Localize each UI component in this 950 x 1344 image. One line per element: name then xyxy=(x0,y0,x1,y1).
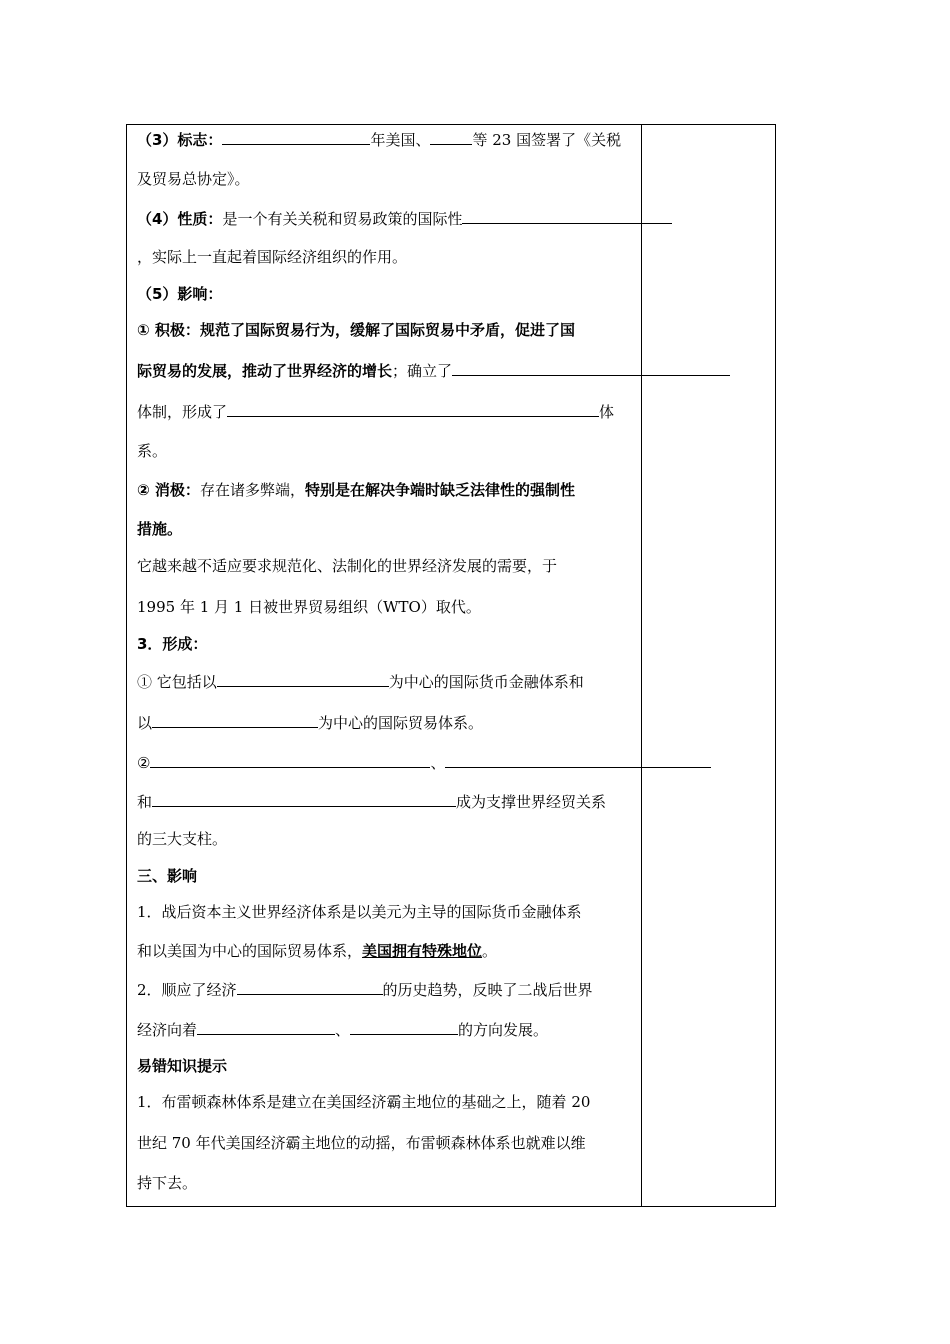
tips-line-2 xyxy=(137,1133,586,1153)
positive-text-4: 系。 xyxy=(137,442,168,460)
blank-economy-trend[interactable] xyxy=(237,978,383,995)
influence-text-1b: 和以美国为中心的国际贸易体系， xyxy=(137,942,363,960)
impact-negative-line-3 xyxy=(137,556,557,576)
formation-line-4 xyxy=(137,790,606,812)
impact-positive-line-3 xyxy=(137,400,614,422)
tips-text-3: 持下去。 xyxy=(137,1174,198,1192)
tips-heading xyxy=(137,1056,227,1076)
mark-text-3: 及贸易总协定》。 xyxy=(137,170,250,188)
influence-line-4 xyxy=(137,1018,548,1040)
impact-negative-line-4 xyxy=(137,597,481,617)
negative-bold-1: 特别是在解决争端时缺乏法律性的强制性 xyxy=(304,481,575,499)
formation-text-4b: 成为支撑世界经贸关系 xyxy=(456,793,607,811)
influence-line-1 xyxy=(137,902,582,922)
negative-text-2: 它越来越不适应要求规范化、法制化的世界经济发展的需要，于 xyxy=(137,557,558,575)
blank-country[interactable] xyxy=(430,128,472,145)
blank-pillar-2[interactable] xyxy=(445,751,711,768)
influence-label: 三、影响 xyxy=(137,867,198,885)
mark-line xyxy=(137,128,621,150)
table-column-divider xyxy=(641,124,642,1207)
positive-text-3: 体 xyxy=(599,403,615,421)
tips-line-1 xyxy=(137,1092,590,1112)
blank-nature[interactable] xyxy=(462,207,672,224)
formation-line-1 xyxy=(137,670,584,692)
formation-line-3 xyxy=(137,751,711,773)
nature-line-2 xyxy=(137,247,407,267)
impact-label: （5）影响： xyxy=(137,285,223,303)
blank-pillar-3[interactable] xyxy=(152,790,456,807)
formation-heading xyxy=(137,634,207,654)
blank-system[interactable] xyxy=(452,359,730,376)
influence-line-3 xyxy=(137,978,593,1000)
nature-text-2: ，实际上一直起着国际经济组织的作用。 xyxy=(137,248,408,266)
influence-emphasis: 美国拥有特殊地位 xyxy=(362,942,483,960)
impact-negative-line-1 xyxy=(137,480,575,500)
formation-line-5 xyxy=(137,829,227,849)
blank-direction-1[interactable] xyxy=(197,1018,335,1035)
formation-text-2a: 以 xyxy=(137,714,153,732)
impact-heading xyxy=(137,284,222,304)
impact-negative-line-2 xyxy=(137,519,182,539)
nature-text-1: 是一个有关关税和贸易政策的国际性 xyxy=(222,210,463,228)
mark-text-2: 等 23 国签署了《关税 xyxy=(472,131,622,149)
positive-label: ① 积极： xyxy=(137,321,200,339)
table-frame xyxy=(126,124,776,1207)
negative-bold-2: 措施。 xyxy=(137,520,183,538)
influence-text-1d: 。 xyxy=(482,942,498,960)
formation-line-2 xyxy=(137,711,483,733)
negative-text-1: 存在诸多弊端， xyxy=(199,481,305,499)
formation-text-2b: 为中心的国际贸易体系。 xyxy=(318,714,484,732)
influence-text-2d: 、 xyxy=(335,1021,351,1039)
impact-positive-line-1 xyxy=(137,320,575,340)
nature-label: （4）性质： xyxy=(137,210,223,228)
positive-text-2: 体制，形成了 xyxy=(137,403,228,421)
formation-text-1b: 为中心的国际货币金融体系和 xyxy=(388,673,584,691)
blank-framework[interactable] xyxy=(227,400,599,417)
negative-text-3: 1995 年 1 月 1 日被世界贸易组织（WTO）取代。 xyxy=(137,598,481,616)
influence-text-2b: 的历史趋势，反映了二战后世界 xyxy=(382,981,593,999)
negative-label: ② 消极： xyxy=(137,481,200,499)
formation-label: 3．形成： xyxy=(137,635,208,653)
blank-currency-center[interactable] xyxy=(217,670,389,687)
formation-text-4a: 和 xyxy=(137,793,153,811)
blank-direction-2[interactable] xyxy=(350,1018,458,1035)
influence-text-2a: 2．顺应了经济 xyxy=(137,981,237,999)
influence-text-1a: 1．战后资本主义世界经济体系是以美元为主导的国际货币金融体系 xyxy=(137,903,582,921)
blank-trade-center[interactable] xyxy=(152,711,318,728)
positive-bold-2: 际贸易的发展，推动了世界经济的增长 xyxy=(137,362,393,380)
formation-text-3a: ② xyxy=(137,754,151,772)
mark-line-2 xyxy=(137,169,250,189)
mark-label: （3）标志： xyxy=(137,131,223,149)
tips-label: 易错知识提示 xyxy=(137,1057,228,1075)
nature-line xyxy=(137,207,672,229)
tips-text-2: 世纪 70 年代美国经济霸主地位的动摇，布雷顿森林体系也就难以维 xyxy=(137,1134,586,1152)
mark-text-1: 年美国、 xyxy=(370,131,431,149)
formation-text-5: 的三大支柱。 xyxy=(137,830,228,848)
impact-positive-line-2 xyxy=(137,359,730,381)
influence-text-2e: 的方向发展。 xyxy=(458,1021,549,1039)
formation-text-1a: ① 它包括以 xyxy=(137,673,217,691)
tips-text-1: 1．布雷顿森林体系是建立在美国经济霸主地位的基础之上，随着 20 xyxy=(137,1093,591,1111)
blank-year[interactable] xyxy=(222,128,370,145)
positive-text-1: ；确立了 xyxy=(392,362,453,380)
positive-bold-1: 规范了国际贸易行为，缓解了国际贸易中矛盾，促进了国 xyxy=(199,321,575,339)
formation-text-3b: 、 xyxy=(430,754,446,772)
influence-heading xyxy=(137,866,197,886)
impact-positive-line-4 xyxy=(137,441,167,461)
influence-line-2 xyxy=(137,941,497,961)
tips-line-3 xyxy=(137,1173,197,1193)
influence-text-2c: 经济向着 xyxy=(137,1021,198,1039)
blank-pillar-1[interactable] xyxy=(150,751,430,768)
